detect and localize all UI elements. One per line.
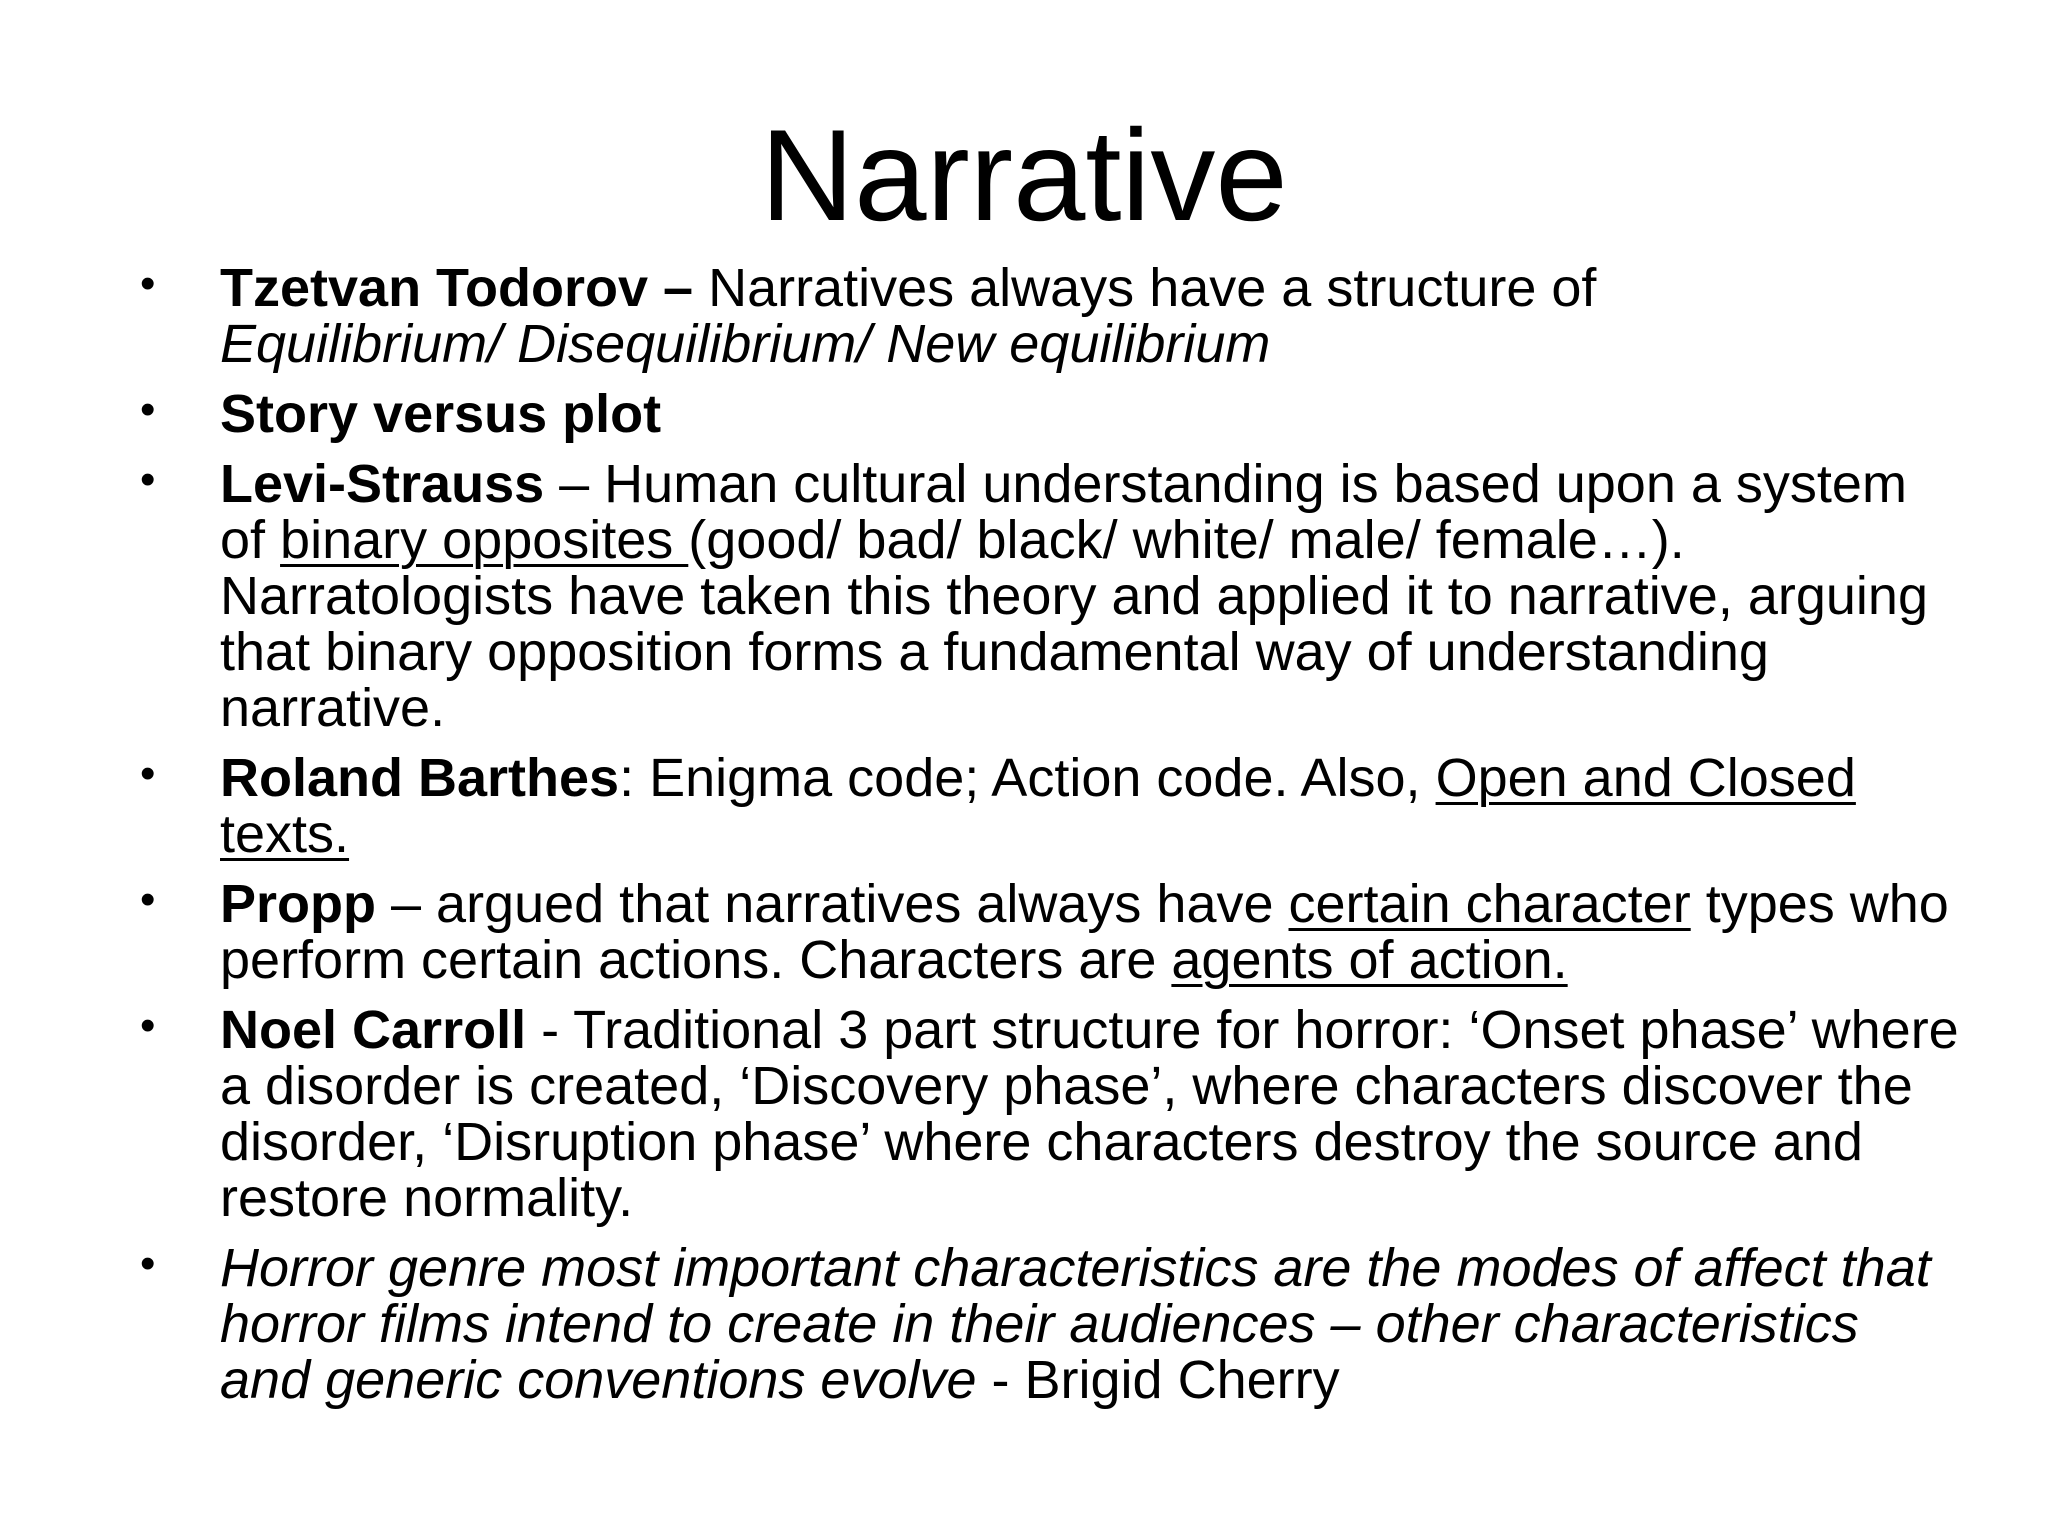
bullet-term: Roland Barthes xyxy=(220,748,620,808)
bullet-underlined-text: certain character xyxy=(1288,874,1691,934)
bullet-icon: • xyxy=(140,1239,156,1288)
bullet-text: : Enigma code; Action code. Also, xyxy=(619,748,1436,808)
bullet-term: Story versus plot xyxy=(220,384,662,444)
bullet-icon: • xyxy=(140,385,156,434)
bullet-text: – Human cultural understanding is based upon a system of xyxy=(220,454,1907,570)
bullet-todorov xyxy=(140,260,1960,372)
bullet-italic-text: Horror genre most important characteristics are the modes of affect that horror films intend to create in their audiences – other characteristics and generic conventions evolve xyxy=(220,1238,1931,1410)
bullet-text: – argued that narratives always have xyxy=(376,874,1289,934)
bullet-term: Tzetvan Todorov – xyxy=(220,258,694,318)
bullet-carroll xyxy=(140,1002,1960,1226)
bullet-text: - Brigid Cherry xyxy=(976,1350,1340,1410)
bullet-icon: • xyxy=(140,455,156,504)
bullet-underlined-text: Open and Closed texts. xyxy=(220,748,1856,864)
bullet-icon: • xyxy=(140,749,156,798)
bullet-text: types who perform certain actions. Characters are xyxy=(220,874,1949,990)
bullet-icon: • xyxy=(140,1001,156,1050)
bullet-text: - Traditional 3 part structure for horror: ‘Onset phase’ where a disorder is created, ‘Discovery phase’, where characters discover the disorder, ‘Disruption phase’ where characters destroy the source and restore normality. xyxy=(220,1000,1959,1228)
bullet-term: Noel Carroll xyxy=(220,1000,527,1060)
bullet-story-plot xyxy=(140,386,1960,442)
slide-title: Narrative xyxy=(760,102,1288,248)
bullet-levi-strauss xyxy=(140,456,1960,736)
bullet-text: (good/ bad/ black/ white/ male/ female…). Narratologists have taken this theory and applied it to narrative, arguing that binary opposition forms a fundamental way of understanding narrative. xyxy=(220,510,1928,738)
bullet-icon: • xyxy=(140,259,156,308)
bullet-term: Levi-Strauss xyxy=(220,454,545,514)
bullet-text: Narratives always have a structure of xyxy=(693,258,1597,318)
bullet-barthes xyxy=(140,750,1960,862)
bullet-underlined-text: agents of action. xyxy=(1171,930,1568,990)
bullet-cherry-quote xyxy=(140,1240,1960,1408)
bullet-propp xyxy=(140,876,1960,988)
bullet-italic-text: Equilibrium/ Disequilibrium/ New equilibrium xyxy=(220,314,1271,374)
bullet-term: Propp xyxy=(220,874,376,934)
bullet-list xyxy=(140,260,1960,1422)
bullet-icon: • xyxy=(140,875,156,924)
bullet-underlined-text: binary opposites xyxy=(280,510,689,570)
